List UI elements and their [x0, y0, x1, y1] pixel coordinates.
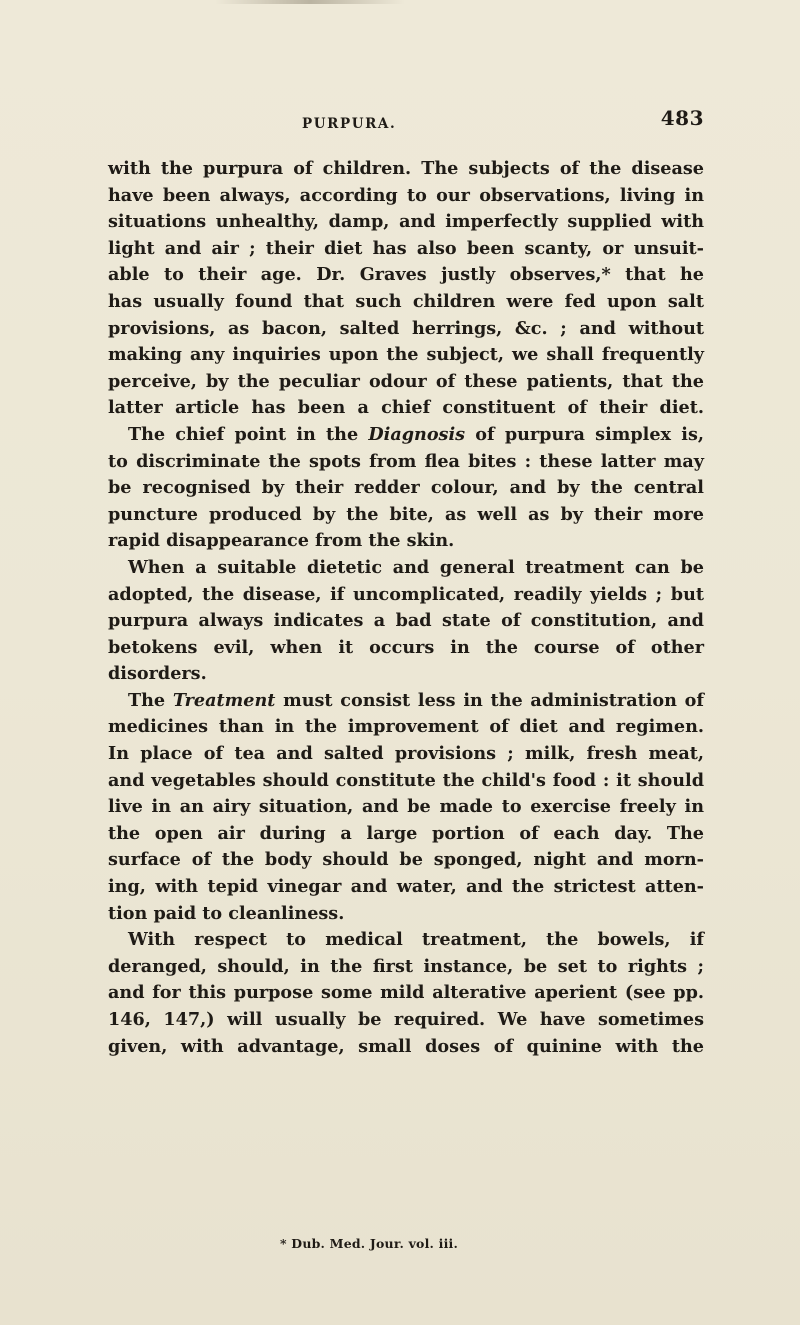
text-line: purpura always indicates a bad state of constitution, and [108, 610, 704, 632]
text-line: 146, 147,) will usually be required. We have sometimes [108, 1009, 704, 1030]
text-line: disorders. [108, 663, 207, 685]
text-line: rapid disappearance from the skin. [108, 530, 455, 552]
text-line: deranged, should, in the first instance, be set to rights ; [108, 955, 704, 977]
text-line: In place of tea and salted provisions ; milk, fresh meat, [108, 743, 704, 765]
text-line: betokens evil, when it occurs in the course of other [108, 636, 704, 658]
text-line: light and air ; their diet has also been scanty, or unsuit- [108, 237, 704, 259]
text-line: tion paid to cleanliness. [108, 902, 345, 924]
text-line: surface of the body should be sponged, night and morn- [108, 849, 704, 871]
text-line: ing, with tepid vinegar and water, and the strictest atten- [108, 876, 704, 898]
text-line: When a suitable dietetic and general treatment can be [128, 556, 704, 578]
text-line: With respect to medical treatment, the bowels, if [128, 929, 704, 951]
text-line: have been always, according to our observations, living in [108, 184, 704, 206]
text-line: adopted, the disease, if uncomplicated, readily yields ; but [108, 583, 704, 605]
text-line: making any inquiries upon the subject, we shall frequently [108, 344, 704, 366]
text-line: The chief point in the Diagnosis of purpura simplex is, [128, 423, 704, 445]
text-line: situations unhealthy, damp, and imperfectly supplied with [108, 211, 704, 233]
text-line: able to their age. Dr. Graves justly observes,* that he [108, 264, 704, 286]
text-line: has usually found that such children were fed upon salt [108, 290, 704, 312]
text-line: The Treatment must consist less in the administration of [128, 689, 704, 711]
text-line: and vegetables should constitute the child's food : it should [108, 769, 704, 791]
text-line: perceive, by the peculiar odour of these patients, that the [108, 370, 704, 392]
text-line: be recognised by their redder colour, and by the central [108, 477, 704, 499]
running-title: PURPURA. [302, 116, 397, 132]
running-head [108, 106, 704, 142]
footnote: * Dub. Med. Jour. vol. iii. [280, 1236, 459, 1251]
text-line: to discriminate the spots from flea bites : these latter may [108, 450, 704, 472]
scan-edge-shadow [215, 0, 405, 4]
text-line: latter article has been a chief constituent of their diet. [108, 397, 704, 419]
text-line: and for this purpose some mild alterative aperient (see pp. [108, 982, 704, 1004]
body-text [108, 156, 704, 1060]
page-number: 483 [660, 106, 704, 130]
text-line: with the purpura of children. The subjects of the disease [108, 158, 704, 179]
text-line: the open air during a large portion of each day. The [108, 822, 704, 844]
text-line: provisions, as bacon, salted herrings, &c. ; and without [108, 317, 704, 339]
text-line: puncture produced by the bite, as well as by their more [108, 503, 704, 525]
text-line: given, with advantage, small doses of quinine with the [108, 1035, 704, 1057]
text-line: medicines than in the improvement of diet and regimen. [108, 716, 704, 738]
text-line: live in an airy situation, and be made to exercise freely in [108, 796, 704, 818]
